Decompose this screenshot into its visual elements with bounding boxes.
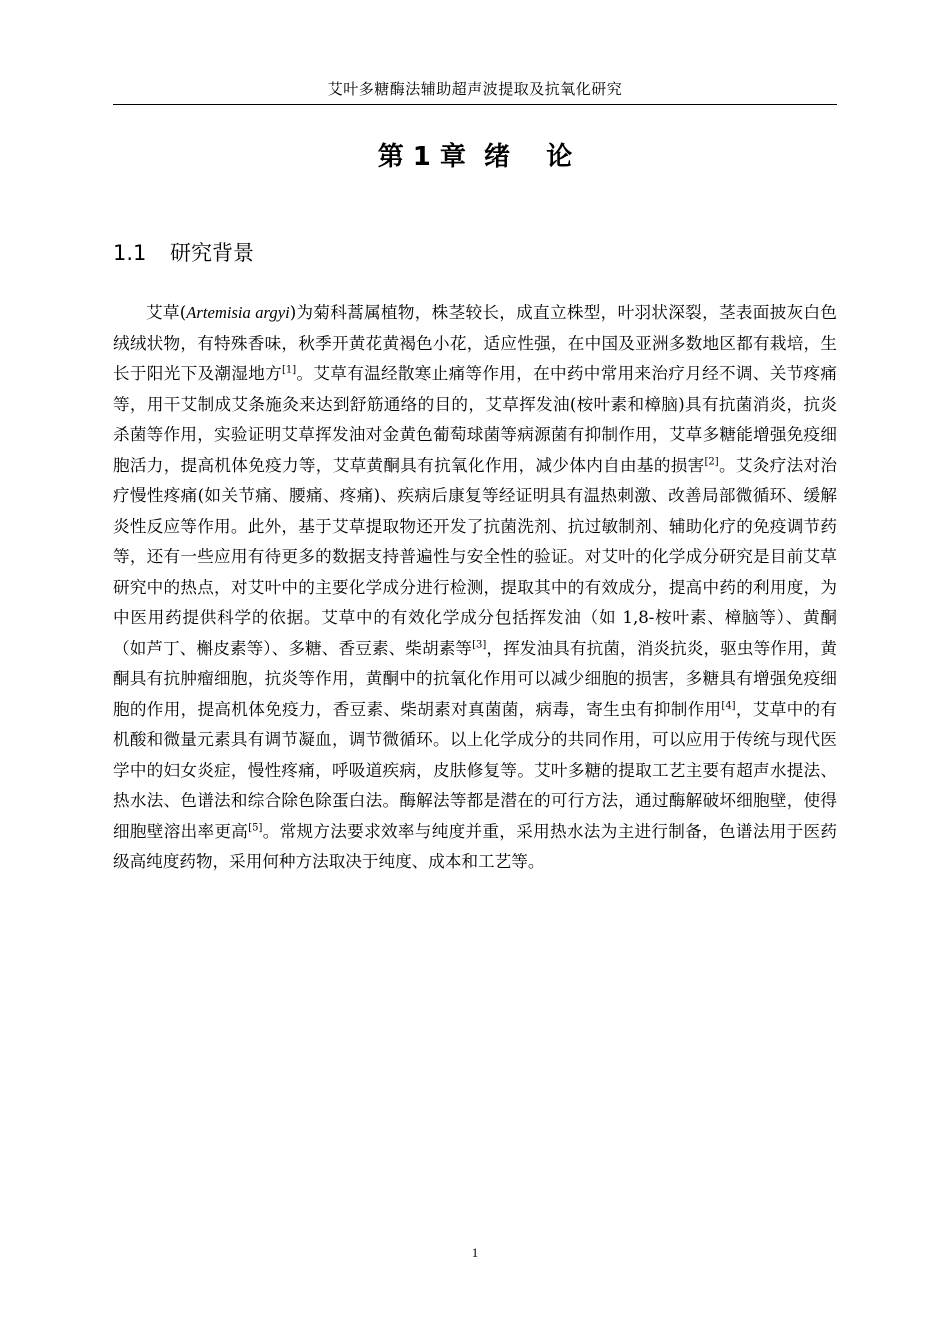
section-title: 研究背景 (170, 241, 254, 265)
section-number: 1.1 (113, 241, 147, 265)
citation-4: [4] (721, 699, 736, 711)
species-name-italic: Artemisia argyi (186, 303, 290, 322)
paragraph-segment: )为菊科蒿属植物，株茎较长，成直立株型，叶羽状深裂，茎表面披灰白色绒绒状物，有特殊香味，秋季开黄花黄褐色小花，适应性强，在中国及亚洲多数地区都有栽培，生长于阳光下及潮湿地方 (113, 303, 837, 383)
citation-2: [2] (704, 455, 719, 467)
citation-5: [5] (248, 821, 263, 833)
paragraph-segment: ，挥发油具有抗菌，消炎抗炎，驱虫等作用，黄酮具有抗肿瘤细胞，抗炎等作用，黄酮中的抗氧化作用可以减少细胞的损害，多糖具有增强免疫细胞的作用，提高机体免疫力，香豆素、柴胡素对真菌菌，病毒，寄生虫有抑制作用 (113, 638, 838, 719)
header-rule (113, 104, 837, 105)
chapter-title: 第 1 章 绪 论 (377, 142, 573, 172)
running-header-title: 艾叶多糖酶法辅助超声波提取及抗氧化研究 (327, 80, 623, 98)
body-paragraph (113, 298, 837, 878)
paragraph-segment: ，艾草中的有机酸和微量元素具有调节凝血，调节微循环。以上化学成分的共同作用，可以应用于传统与现代医学中的妇女炎症，慢性疼痛，呼吸道疾病，皮肤修复等。艾叶多糖的提取工艺主要有超声水提法、热水法、色谱法和综合除色除蛋白法。酶解法等都是潜在的可行方法，通过酶解破坏细胞壁，使得细胞壁溶出率更高 (113, 699, 837, 841)
section-heading (113, 238, 254, 268)
paragraph-segment: 。艾草有温经散寒止痛等作用，在中药中常用来治疗月经不调、关节疼痛等，用干艾制成艾条施灸来达到舒筋通络的目的，艾草挥发油(桉叶素和樟脑)具有抗菌消炎，抗炎杀菌等作用，实验证明艾草挥发油对金黄色葡萄球菌等病源菌有抑制作用，艾草多糖能增强免疫细胞活力，提高机体免疫力等，艾草黄酮具有抗氧化作用，减少体内自由基的损害 (113, 364, 838, 475)
paragraph-segment: 艾草( (146, 303, 187, 322)
page-number: 1 (471, 1245, 479, 1260)
citation-1: [1] (282, 364, 297, 376)
citation-3: [3] (472, 638, 487, 650)
paragraph-segment: 。艾灸疗法对治疗慢性疼痛(如关节痛、腰痛、疼痛)、疾病后康复等经证明具有温热刺激、改善局部微循环、缓解炎性反应等作用。此外，基于艾草提取物还开发了抗菌洗剂、抗过敏制剂、辅助化疗的免疫调节药等，还有一些应用有待更多的数据支持普遍性与安全性的验证。对艾叶的化学成分研究是目前艾草研究中的热点，对艾叶中的主要化学成分进行检测，提取其中的有效成分，提高中药的利用度，为中医用药提供科学的依据。艾草中的有效化学成分包括挥发油（如 1,8-桉叶素、樟脑等）、黄酮（如芦丁、槲皮素等）、多糖、香豆素、柴胡素等 (113, 455, 838, 658)
paragraph-segment: 。常规方法要求效率与纯度并重，采用热水法为主进行制备，色谱法用于医药级高纯度药物，采用何种方法取决于纯度、成本和工艺等。 (113, 821, 838, 871)
